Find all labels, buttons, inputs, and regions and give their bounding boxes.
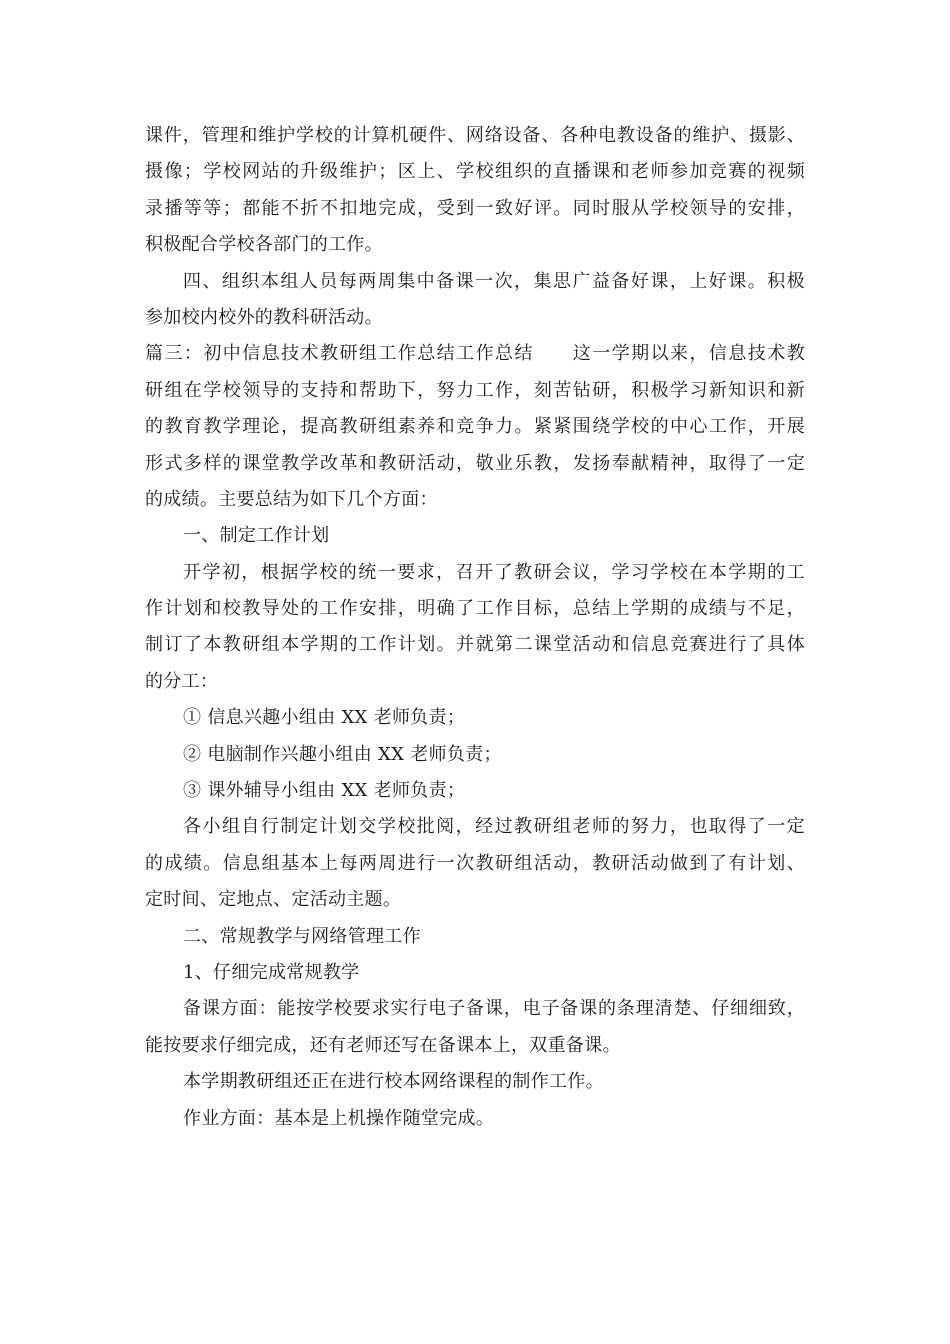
text-line: 各小组自行制定计划交学校批阅，经过教研组老师的努力，也取得了一定: [183, 816, 805, 838]
list-item: ③ 课外辅导小组由 XX 老师负责；: [183, 780, 466, 802]
text-line: 能按要求仔细完成，还有老师还写在备课本上，双重备课。: [145, 1034, 621, 1056]
text-line: 积极配合学校各部门的工作。: [145, 234, 383, 256]
text-line: 录播等等；都能不折不扣地完成，受到一致好评。同时服从学校领导的安排，: [145, 197, 805, 219]
list-item: ② 电脑制作兴趣小组由 XX 老师负责；: [183, 743, 502, 765]
list-item: ① 信息兴趣小组由 XX 老师负责；: [183, 707, 466, 729]
text-line: 摄像；学校网站的升级维护；区上、学校组织的直播课和老师参加竞赛的视频: [145, 161, 805, 183]
text-line: 四、组织本组人员每两周集中备课一次，集思广益备好课，上好课。积极: [183, 270, 805, 292]
text-line: 的成绩。主要总结为如下几个方面：: [145, 488, 438, 510]
text-line: 作业方面：基本是上机操作随堂完成。: [183, 1107, 495, 1129]
subheading-line: 一、制定工作计划: [183, 525, 330, 547]
text-line: 制订了本教研组本学期的工作计划。并就第二课堂活动和信息竞赛进行了具体: [145, 634, 805, 656]
text-line: 研组在学校领导的支持和帮助下，努力工作，刻苦钻研，积极学习新知识和新: [145, 379, 805, 401]
subheading-line: 1、仔细完成常规教学: [183, 961, 360, 983]
text-line: 本学期教研组还正在进行校本网络课程的制作工作。: [183, 1071, 604, 1093]
text-line: 的成绩。信息组基本上每两周进行一次教研组活动，教研活动做到了有计划、: [145, 852, 805, 874]
text-line: 备课方面：能按学校要求实行电子备课，电子备课的条理清楚、仔细细致，: [183, 998, 805, 1020]
text-line: 参加校内校外的教科研活动。: [145, 306, 383, 328]
text-line: 定时间、定地点、定活动主题。: [145, 889, 402, 911]
subheading-line: 二、常规教学与网络管理工作: [183, 925, 421, 947]
text-line: 课件，管理和维护学校的计算机硬件、网络设备、各种电教设备的维护、摄影、: [145, 125, 805, 146]
document-body: [145, 118, 805, 1137]
text-line: 的教育教学理论，提高教研组素养和竞争力。紧紧围绕学校的中心工作，开展: [145, 416, 805, 438]
section-heading-line: 篇三：初中信息技术教研组工作总结工作总结 这一学期以来，信息技术教: [145, 343, 805, 365]
text-line: 形式多样的课堂教学改革和教研活动，敬业乐教，发扬奉献精神，取得了一定: [145, 452, 805, 474]
text-line: 作计划和校教导处的工作安排，明确了工作目标，总结上学期的成绩与不足，: [145, 598, 805, 620]
text-line: 开学初，根据学校的统一要求，召开了教研会议，学习学校在本学期的工: [183, 561, 805, 583]
text-line: 的分工：: [145, 670, 219, 692]
